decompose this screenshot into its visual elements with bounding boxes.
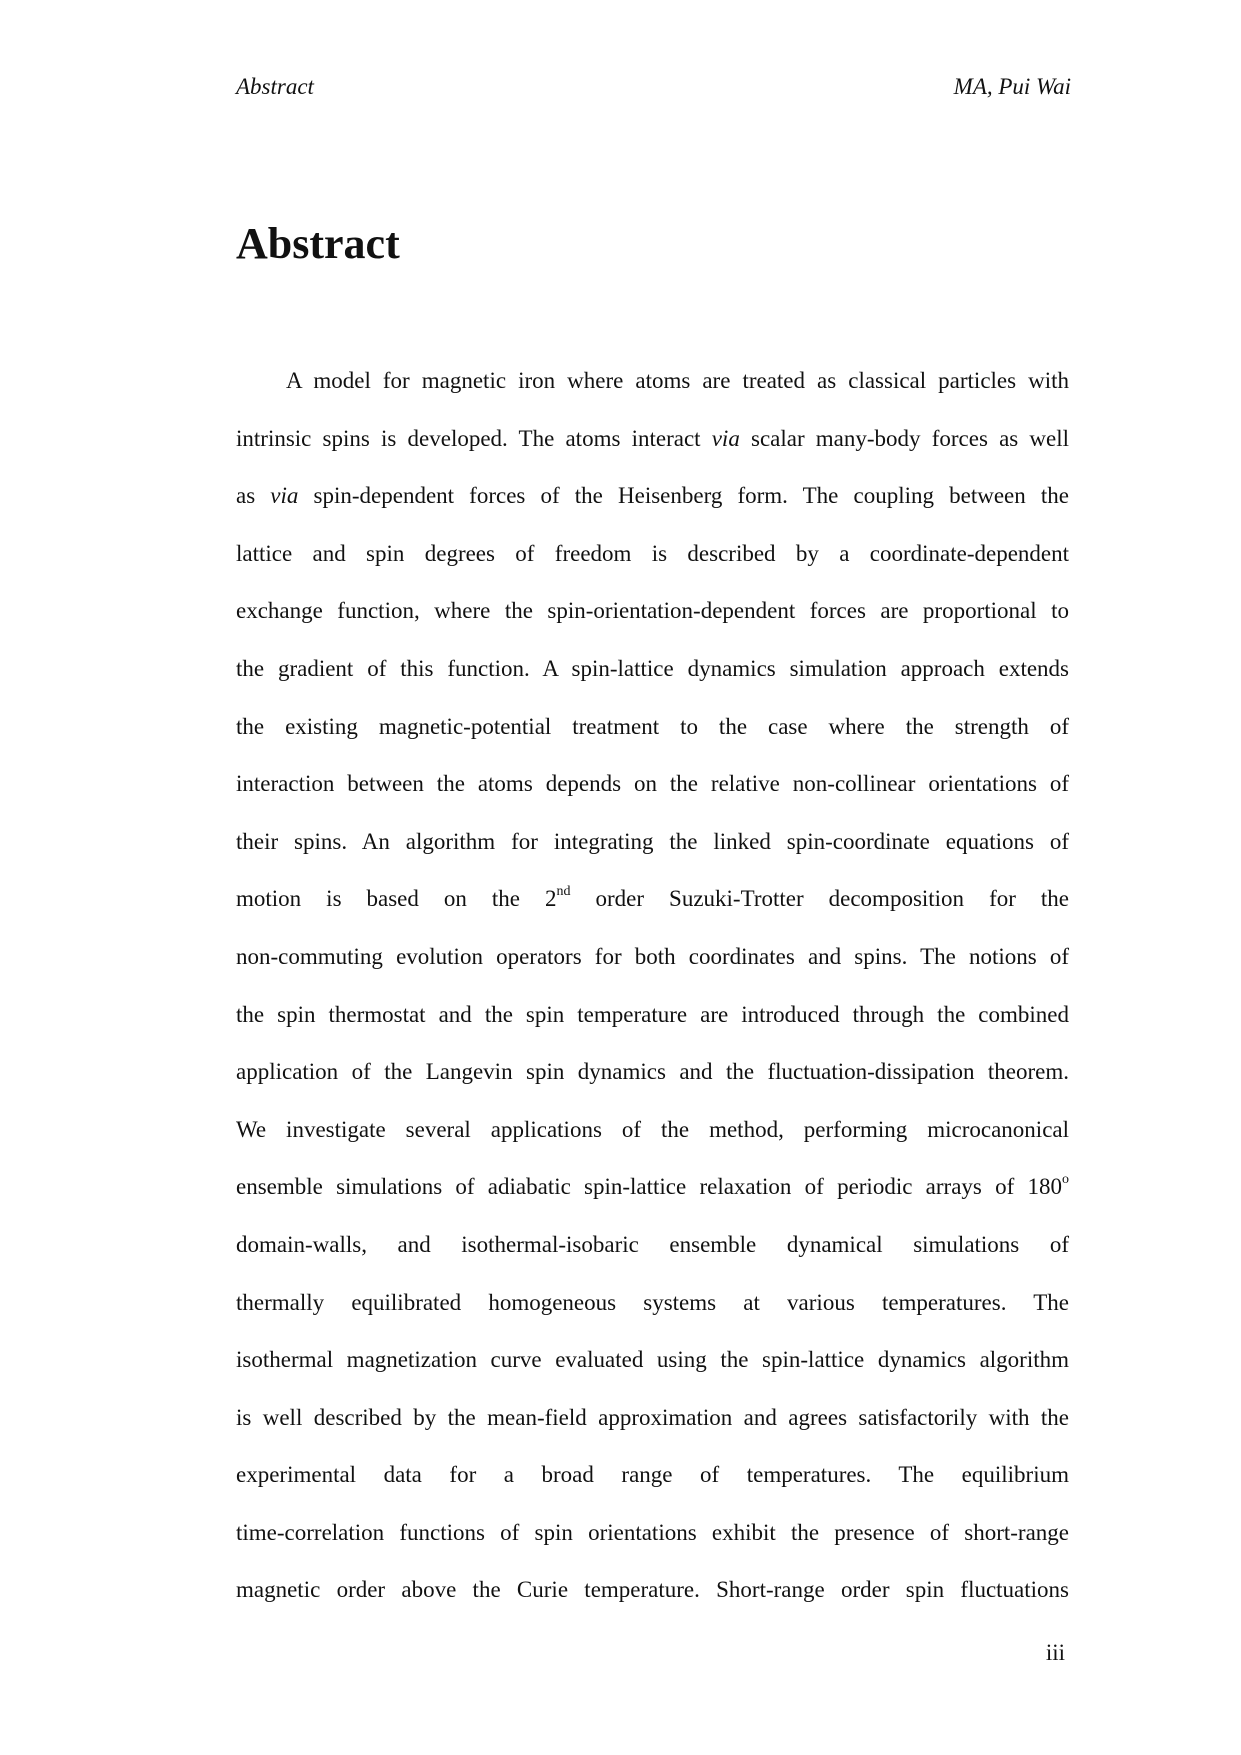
text-line: interaction between the atoms depends on the relative non-collinear orientations of [236,771,1069,797]
text-line: experimental data for a broad range of temperatures. The equilibrium [236,1462,1069,1488]
text-line: their spins. An algorithm for integrating the linked spin-coordinate equations of [236,828,1069,854]
text-line: domain-walls, and isothermal-isobaric ensemble dynamical simulations of [236,1231,1069,1257]
text-line: the gradient of this function. A spin-lattice dynamics simulation approach extends [236,655,1069,681]
text-line: We investigate several applications of the method, performing microcanonical [236,1116,1069,1142]
text-line: motion is based on the 2nd order Suzuki-Trotter decomposition for the [236,884,1069,912]
text-line: thermally equilibrated homogeneous systems at various temperatures. The [236,1289,1069,1315]
text-line: is well described by the mean-field approximation and agrees satisfactorily with the [236,1404,1069,1430]
text-line: A model for magnetic iron where atoms are treated as classical particles with [286,368,1069,393]
page-title: Abstract [236,219,400,268]
text-line: time-correlation functions of spin orientations exhibit the presence of short-range [236,1519,1069,1545]
abstract-body [236,352,1069,1619]
text-line: magnetic order above the Curie temperature. Short-range order spin fluctuations [236,1577,1069,1603]
running-header-section: Abstract [236,74,314,99]
text-line: application of the Langevin spin dynamics and the fluctuation-dissipation theorem. [236,1059,1069,1085]
page-number: iii [1045,1640,1065,1665]
text-line: isothermal magnetization curve evaluated using the spin-lattice dynamics algorithm [236,1347,1069,1373]
text-line: ensemble simulations of adiabatic spin-lattice relaxation of periodic arrays of 180$^o$ [236,1172,1069,1200]
text-line: as via spin-dependent forces of the Heisenberg form. The coupling between the [236,483,1069,509]
text-line: exchange function, where the spin-orientation-dependent forces are proportional to [236,598,1069,624]
text-line: intrinsic spins is developed. The atoms interact via scalar many-body forces as well [236,425,1070,451]
running-header-author: MA, Pui Wai [953,74,1071,99]
text-line: lattice and spin degrees of freedom is described by a coordinate-dependent [236,540,1069,566]
text-line: the spin thermostat and the spin temperature are introduced through the combined [236,1001,1069,1027]
text-line: the existing magnetic-potential treatment to the case where the strength of [236,713,1069,739]
text-line: non-commuting evolution operators for both coordinates and spins. The notions of [236,943,1069,969]
